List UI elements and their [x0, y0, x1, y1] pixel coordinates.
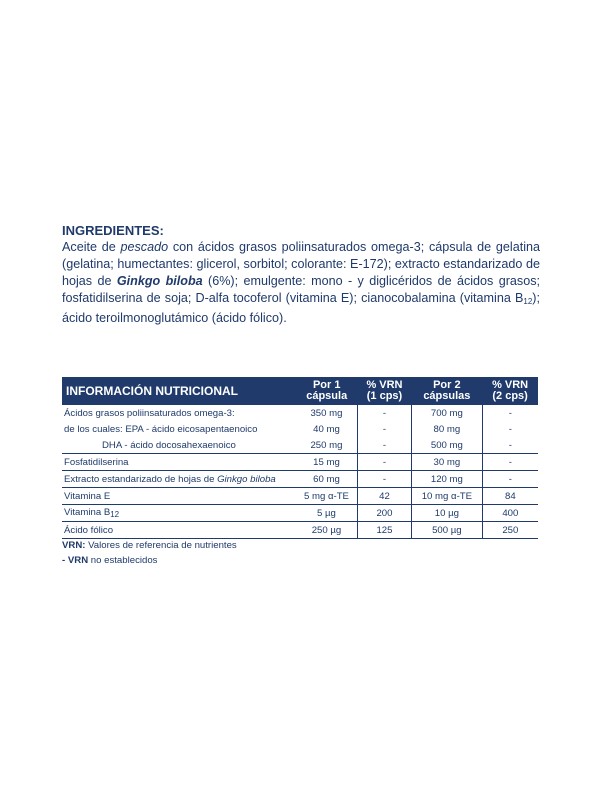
ingredients-part-4: ); ácido teroilmonoglutámico (ácido fólico).: [62, 291, 540, 325]
nutrition-table: [62, 377, 538, 539]
note-dash: [62, 553, 237, 568]
header-col-vrn2-a: % VRN: [492, 379, 529, 391]
ingredients-italic-pescado: pescado: [120, 240, 169, 254]
header-title: INFORMACIÓN NUTRICIONAL: [62, 377, 296, 405]
row-value-1: 15 mg: [296, 454, 357, 471]
row-value-2: 700 mg: [412, 405, 483, 421]
header-col-per1-a: Por 1: [312, 379, 341, 391]
table-row: [62, 505, 538, 522]
row-vrn-1: 125: [357, 522, 411, 539]
row-vrn-1: -: [357, 437, 411, 454]
table-row: [62, 421, 538, 437]
row-label: de los cuales: EPA - ácido eicosapentaenoico: [64, 423, 258, 435]
row-vrn-1: -: [357, 405, 411, 421]
row-value-1: 350 mg: [296, 405, 357, 421]
row-label: Extracto estandarizado de hojas de: [64, 473, 218, 485]
row-value-2: 10 mg α-TE: [412, 488, 483, 505]
header-col-vrn1-b: (1 cps): [366, 390, 403, 402]
row-value-2: 120 mg: [412, 471, 483, 488]
ingredients-part-1: Aceite de: [62, 240, 121, 254]
note-vrn-text: Valores de referencia de nutrientes: [85, 540, 237, 551]
nutrition-header-row: [62, 377, 538, 405]
row-label: Ácidos grasos poliinsaturados omega-3:: [64, 407, 235, 419]
row-label-cell: [62, 437, 296, 454]
note-dash-bold: - VRN: [62, 555, 89, 566]
ingredients-block: [62, 222, 540, 327]
table-row: [62, 454, 538, 471]
ingredients-part-3: (6%); emulgente: mono - y diglicéridos de ácidos grasos; fosfatidilserina de soja; D-alfa tocoferol (vitamina E); cianocobalamina (vitamina B: [62, 274, 540, 305]
row-label: Vitamina E: [62, 488, 296, 505]
row-value-2: 500 µg: [412, 522, 483, 539]
row-label-cell: [62, 505, 296, 522]
row-vrn-2: -: [482, 437, 538, 454]
row-value-1: 250 mg: [296, 437, 357, 454]
row-value-1: 250 µg: [296, 522, 357, 539]
row-value-2: 80 mg: [412, 421, 483, 437]
table-notes: [62, 538, 237, 568]
row-value-2: 10 µg: [412, 505, 483, 522]
header-col-vrn1: [357, 377, 411, 405]
row-vrn-2: 250: [482, 522, 538, 539]
note-vrn: [62, 538, 237, 553]
header-col-per2-b: cápsulas: [423, 390, 471, 402]
row-vrn-2: -: [508, 407, 512, 419]
row-value-2: 500 mg: [412, 437, 483, 454]
row-value-1: 40 mg: [296, 421, 357, 437]
table-row: [62, 471, 538, 488]
row-label: Vitamina B: [64, 507, 111, 518]
row-vrn-2: 84: [482, 488, 538, 505]
note-vrn-bold: VRN:: [62, 540, 86, 551]
row-label: DHA - ácido docosahexaenoico: [102, 439, 236, 451]
header-col-vrn1-a: % VRN: [366, 379, 403, 391]
row-vrn-1: 200: [357, 505, 411, 522]
ingredients-title: INGREDIENTES:: [62, 223, 164, 238]
ingredients-ginkgo: Ginkgo biloba: [116, 274, 203, 288]
header-col-vrn2: [482, 377, 538, 405]
row-value-1: 60 mg: [296, 471, 357, 488]
ingredients-text: [62, 239, 540, 327]
table-row: [62, 437, 538, 454]
row-label-sub: 12: [110, 510, 120, 519]
row-vrn-2: -: [508, 423, 512, 435]
ingredients-part-2: con ácidos grasos poliinsaturados omega-3; cápsula de gelatina (gelatina; humectantes: glicerol, sorbitol; colorante: E-172); extracto estandarizado de hojas de: [62, 240, 540, 288]
row-value-1: 5 mg α-TE: [296, 488, 357, 505]
row-vrn-2: 400: [482, 505, 538, 522]
table-row: [62, 522, 538, 539]
row-value-1: 5 µg: [296, 505, 357, 522]
ingredients-sub-12: 12: [523, 297, 533, 306]
table-row: [62, 405, 538, 421]
note-dash-text: no establecidos: [88, 555, 158, 566]
row-vrn-1: -: [357, 471, 411, 488]
header-col-per1: [296, 377, 357, 405]
table-row: [62, 488, 538, 505]
row-label: Ácido fólico: [62, 522, 296, 539]
row-label-italic: Ginkgo biloba: [217, 473, 276, 485]
row-vrn-2: -: [482, 454, 538, 471]
row-value-2: 30 mg: [412, 454, 483, 471]
header-col-vrn2-b: (2 cps): [492, 390, 528, 402]
header-col-per2: [412, 377, 483, 405]
row-vrn-1: -: [357, 454, 411, 471]
row-label: Fosfatidilserina: [62, 454, 296, 471]
row-label-cell: [62, 471, 296, 488]
row-vrn-1: -: [357, 421, 411, 437]
header-col-per2-a: Por 2: [433, 379, 461, 391]
row-vrn-1: 42: [357, 488, 411, 505]
header-col-per1-b: cápsula: [306, 390, 348, 402]
row-vrn-2: -: [482, 471, 538, 488]
